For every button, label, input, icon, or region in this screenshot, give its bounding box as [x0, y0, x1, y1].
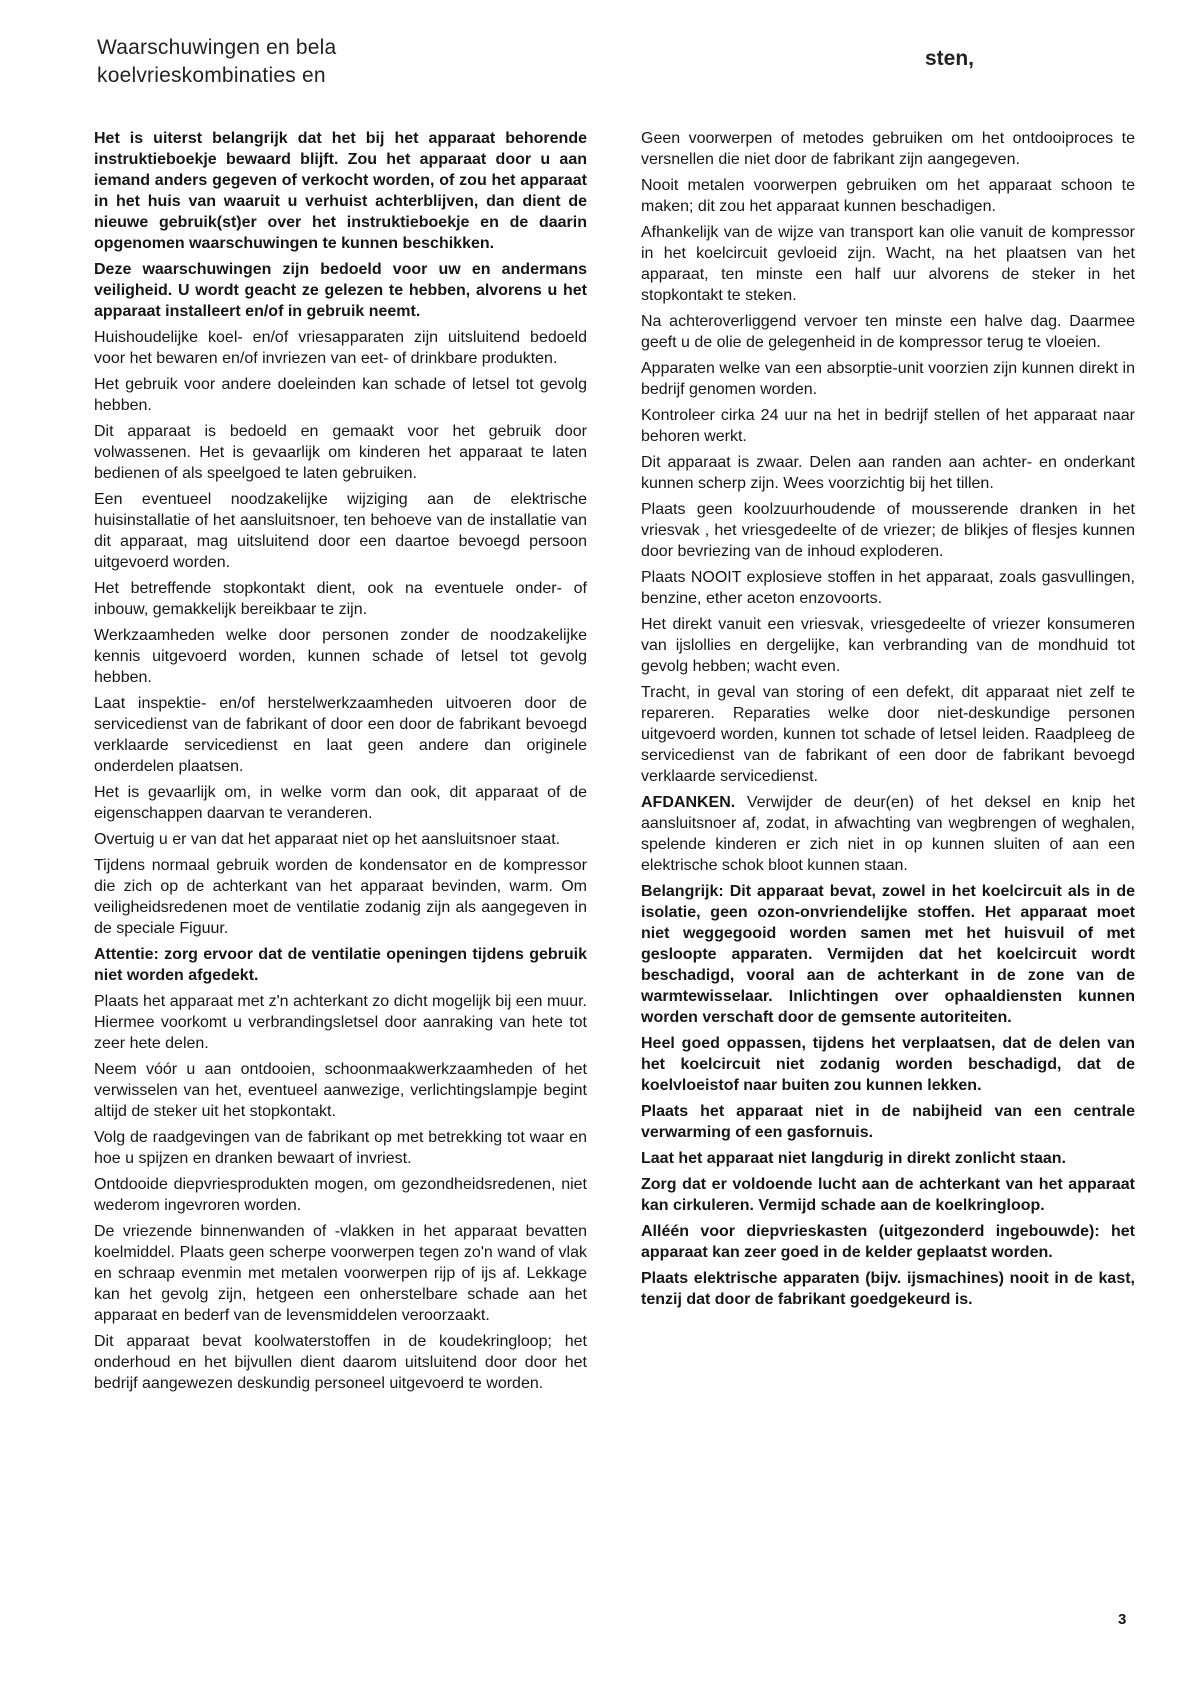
header-title-right: sten, [925, 47, 975, 70]
paragraph: Plaats elektrische apparaten (bijv. ijsmachines) nooit in de kast, tenzij dat door de fabrikant goedgekeurd is. [641, 1270, 1135, 1308]
paragraph: Attentie: zorg ervoor dat de ventilatie openingen tijdens gebruik niet worden afgedekt. [94, 946, 587, 984]
paragraph: Geen voorwerpen of metodes gebruiken om het ontdooiproces te versnellen die niet door de fabrikant zijn aangegeven. [641, 130, 1135, 168]
paragraph: Na achteroverliggend vervoer ten minste een halve dag. Daarmee geeft u de olie de gelegenheid in de kompressor terug te vloeien. [641, 313, 1135, 351]
paragraph: Het direkt vanuit een vriesvak, vriesgedeelte of vriezer konsumeren van ijslollies en dergelijke, kan verbranding van de mondhuid tot gevolg hebben; wacht even. [641, 616, 1135, 675]
page-number: 3 [1118, 1611, 1127, 1628]
header-title-line-2: koelvrieskombinaties en [97, 64, 326, 87]
paragraph: Zorg dat er voldoende lucht aan de achterkant van het apparaat kan cirkuleren. Vermijd schade aan de koelkringloop. [641, 1176, 1135, 1214]
paragraph-text: Verwijder de deur(en) of het deksel en knip het aansluitsnoer af, zodat, in afwachting van wegbrengen of weghalen, spelende kinderen er zich niet in op kunnen sluiten of aan een elektrische schok bloot kunnen staan. [641, 794, 1135, 874]
paragraph: De vriezende binnenwanden of -vlakken in het apparaat bevatten koelmiddel. Plaats geen scherpe voorwerpen tegen zo'n wand of vlak en schraap evenmin met metalen voorwerpen rijp of ijs af. Lekkage kan het gevolg zijn, hetgeen een onherstelbare schade aan het apparaat en bederf van de levensmiddelen veroorzaakt. [94, 1223, 587, 1324]
paragraph: Belangrijk: Dit apparaat bevat, zowel in het koelcircuit als in de isolatie, geen ozon-onvriendelijke stoffen. Het apparaat moet niet weggegooid worden samen met het huisvuil of met gesloopte apparaten. Vermijden dat het koelcircuit wordt beschadigd, vooral aan de achterkant in de zone van de warmtewisselaar. Inlichtingen over ophaaldiensten kunnen worden verschaft door de gemsente autoriteiten. [641, 883, 1135, 1026]
right-column [641, 128, 1135, 1315]
paragraph: Nooit metalen voorwerpen gebruiken om het apparaat schoon te maken; dit zou het apparaat kunnen beschadigen. [641, 177, 1135, 215]
paragraph [641, 792, 1135, 876]
paragraph: Een eventueel noodzakelijke wijziging aan de elektrische huisinstallatie of het aansluitsnoer, ten behoeve van de installatie van dit apparaat, mag uitsluitend door een daartoe bevoegd persoon uitgevoerd worden. [94, 491, 587, 571]
paragraph: Het is uiterst belangrijk dat het bij het apparaat behorende instruktieboekje bewaard blijft. Zou het apparaat door u aan iemand anders gegeven of verkocht worden, of zou het apparaat in het huis van waaruit u verhuist achterblijven, dan dient de nieuwe gebruik(st)er over het instruktieboekje en de daarin opgenomen waarschuwingen te kunnen beschikken. [94, 130, 587, 252]
paragraph: Plaats NOOIT explosieve stoffen in het apparaat, zoals gasvullingen, benzine, ether aceton enzovoorts. [641, 569, 1135, 607]
paragraph: Huishoudelijke koel- en/of vriesapparaten zijn uitsluitend bedoeld voor het bewaren en/of invriezen van eet- of drinkbare produkten. [94, 329, 587, 367]
paragraph: Kontroleer cirka 24 uur na het in bedrijf stellen of het apparaat naar behoren werkt. [641, 407, 1135, 445]
paragraph: Dit apparaat is bedoeld en gemaakt voor het gebruik door volwassenen. Het is gevaarlijk om kinderen het apparaat te laten bedienen of als speelgoed te laten gebruiken. [94, 423, 587, 482]
paragraph: Tijdens normaal gebruik worden de kondensator en de kompressor die zich op de achterkant van het apparaat bevinden, warm. Om veiligheidsredenen moet de ventilatie zodanig zijn als aangegeven in de speciale Figuur. [94, 857, 587, 937]
paragraph: Heel goed oppassen, tijdens het verplaatsen, dat de delen van het koelcircuit niet zodanig worden beschadigd, dat de koelvloeistof naar buiten zou kunnen lekken. [641, 1035, 1135, 1094]
paragraph: Ontdooide diepvriesprodukten mogen, om gezondheidsredenen, niet wederom ingevroren worden. [94, 1176, 587, 1214]
paragraph: Overtuig u er van dat het apparaat niet op het aansluitsnoer staat. [94, 831, 561, 848]
paragraph: Laat het apparaat niet langdurig in direkt zonlicht staan. [641, 1150, 1066, 1167]
paragraph: Deze waarschuwingen zijn bedoeld voor uw en andermans veiligheid. U wordt geacht ze gelezen te hebben, alvorens u het apparaat installeert en/of in gebruik neemt. [94, 261, 587, 320]
paragraph: Volg de raadgevingen van de fabrikant op met betrekking tot waar en hoe u spijzen en dranken bewaart of invriest. [94, 1129, 587, 1167]
paragraph: Dit apparaat bevat koolwaterstoffen in de koudekringloop; het onderhoud en het bijvullen dient daarom uitsluitend door door het bedrijf aangewezen deskundig personeel uitgevoerd te worden. [94, 1333, 587, 1392]
paragraph: Plaats het apparaat niet in de nabijheid van een centrale verwarming of een gasfornuis. [641, 1103, 1135, 1141]
paragraph: Het gebruik voor andere doeleinden kan schade of letsel tot gevolg hebben. [94, 376, 587, 414]
paragraph: Apparaten welke van een absorptie-unit voorzien zijn kunnen direkt in bedrijf genomen worden. [641, 360, 1135, 398]
paragraph: Plaats geen koolzuurhoudende of mousserende dranken in het vriesvak , het vriesgedeelte of de vriezer; de blikjes of flesjes kunnen door bevriezing van de inhoud exploderen. [641, 501, 1135, 560]
paragraph: Laat inspektie- en/of herstelwerkzaamheden uitvoeren door de servicedienst van de fabrikant of door een door de fabrikant bevoegd verklaarde servicedienst en laat geen andere dan originele onderdelen plaatsen. [94, 695, 587, 775]
paragraph: Plaats het apparaat met z'n achterkant zo dicht mogelijk bij een muur. Hiermee voorkomt u verbrandingsletsel door aanraking van hete tot zeer hete delen. [94, 993, 587, 1052]
paragraph: Werkzaamheden welke door personen zonder de noodzakelijke kennis uitgevoerd worden, kunnen schade of letsel tot gevolg hebben. [94, 627, 587, 686]
paragraph-lead: AFDANKEN. [641, 794, 736, 811]
header-title [97, 34, 336, 90]
paragraph: Afhankelijk van de wijze van transport kan olie vanuit de kompressor in het koelcircuit gevloeid zijn. Wacht, na het plaatsen van het apparaat, ten minste een half uur alvorens de steker in het stopkontakt te steken. [641, 224, 1135, 304]
paragraph: Dit apparaat is zwaar. Delen aan randen aan achter- en onderkant kunnen scherp zijn. Wees voorzichtig bij het tillen. [641, 454, 1135, 492]
paragraph: Neem vóór u aan ontdooien, schoonmaakwerkzaamheden of het verwisselen van het, eventueel aanwezige, verlichtingslampje begint altijd de steker uit het stopkontakt. [94, 1061, 587, 1120]
paragraph: Tracht, in geval van storing of een defekt, dit apparaat niet zelf te repareren. Reparaties welke door niet-deskundige personen uitgevoerd worden, kunnen tot schade of letsel leiden. Raadpleeg de servicedienst van de fabrikant of een door de fabrikant bevoegd verklaarde servicedienst. [641, 684, 1135, 785]
paragraph: Het is gevaarlijk om, in welke vorm dan ook, dit apparaat of de eigenschappen daarvan te veranderen. [94, 784, 587, 822]
paragraph: Alléén voor diepvrieskasten (uitgezonderd ingebouwde): het apparaat kan zeer goed in de kelder geplaatst worden. [641, 1223, 1135, 1261]
page-header [97, 34, 1097, 94]
left-column [94, 128, 587, 1399]
header-title-line-1: Waarschuwingen en bela [97, 36, 337, 59]
paragraph: Het betreffende stopkontakt dient, ook na eventuele onder- of inbouw, gemakkelijk bereikbaar te zijn. [94, 580, 587, 618]
